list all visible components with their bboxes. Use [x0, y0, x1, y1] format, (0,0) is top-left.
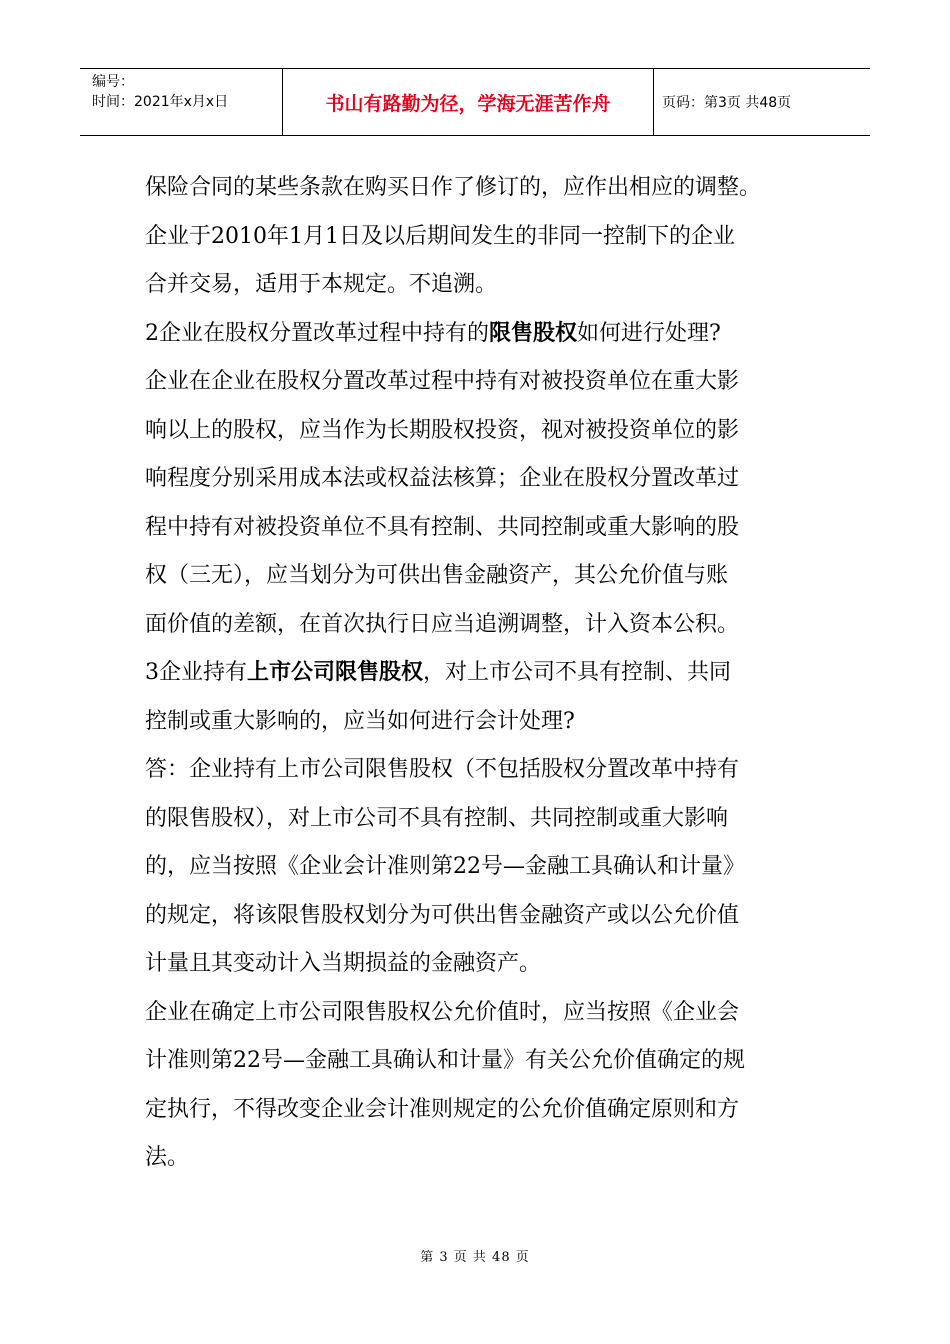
- document-body: [145, 164, 810, 1183]
- body-line: 面价值的差额，在首次执行日应当追溯调整，计入资本公积。: [145, 611, 740, 637]
- document-time-label: 时间：2021年x月x日: [92, 94, 229, 110]
- header-meta-cell: [80, 69, 282, 135]
- body-line: 响程度分别采用成本法或权益法核算；企业在股权分置改革过: [145, 466, 740, 491]
- header-page-info: 页码：第3页 共48页: [662, 95, 792, 111]
- body-line: 计量且其变动计入当期损益的金融资产。: [145, 951, 542, 976]
- page-footer: 第 3 页 共 48 页: [420, 1250, 530, 1265]
- body-line: 合并交易，适用于本规定。不追溯。: [145, 272, 498, 297]
- question-3-keyword: 上市公司限售股权: [247, 660, 424, 685]
- header-motto: 书山有路勤为径，学海无涯苦作舟: [282, 69, 654, 135]
- question-2-keyword: 限售股权: [489, 320, 578, 346]
- body-line: 企业于2010年1月1日及以后期间发生的非同一控制下的企业: [145, 223, 735, 249]
- body-line: 的限售股权），对上市公司不具有控制、共同控制或重大影响: [145, 805, 729, 831]
- header-table: [80, 68, 870, 136]
- body-line: 权（三无），应当划分为可供出售金融资产，其公允价值与账: [145, 563, 729, 588]
- question-2-prefix: 2企业在股权分置改革过程中持有的: [145, 320, 489, 346]
- question-3-prefix: 3企业持有: [145, 660, 247, 685]
- body-line: 企业在企业在股权分置改革过程中持有对被投资单位在重大影: [145, 369, 740, 394]
- body-line: 程中持有对被投资单位不具有控制、共同控制或重大影响的股: [145, 514, 740, 540]
- question-2: [145, 310, 810, 359]
- question-2-suffix: 如何进行处理?: [577, 320, 721, 346]
- body-line: 企业在确定上市公司限售股权公允价值时，应当按照《企业会: [145, 999, 740, 1025]
- body-line: 响以上的股权，应当作为长期股权投资，视对被投资单位的影: [145, 417, 740, 443]
- body-line: 控制或重大影响的，应当如何进行会计处理?: [145, 708, 575, 734]
- body-line: 定执行，不得改变企业会计准则规定的公允价值确定原则和方: [145, 1096, 740, 1122]
- document-number-label: 编号：: [92, 74, 134, 90]
- question-3: [145, 649, 810, 698]
- body-line: 法。: [145, 1145, 190, 1170]
- body-line: 的，应当按照《企业会计准则第22号—金融工具确认和计量》: [145, 854, 745, 879]
- body-line: 的规定，将该限售股权划分为可供出售金融资产或以公允价值: [145, 902, 740, 928]
- body-line: 计准则第22号—金融工具确认和计量》有关公允价值确定的规: [145, 1048, 745, 1073]
- body-line: 保险合同的某些条款在购买日作了修订的，应作出相应的调整。: [145, 175, 762, 200]
- question-3-suffix: ，对上市公司不具有控制、共同: [423, 660, 732, 685]
- body-line: 答：企业持有上市公司限售股权（不包括股权分置改革中持有: [145, 757, 740, 782]
